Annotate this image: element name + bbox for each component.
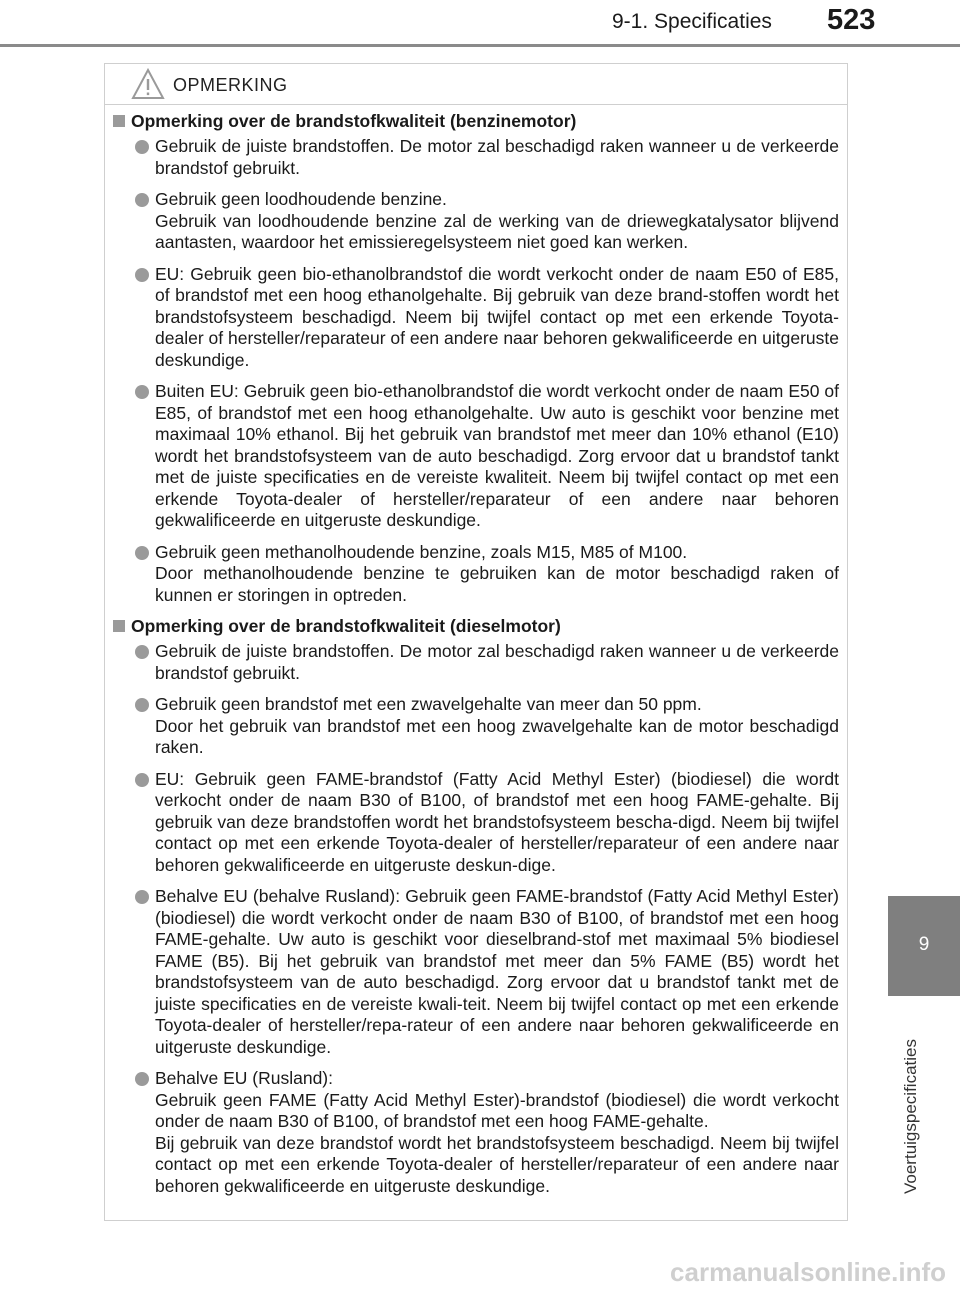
round-bullet-icon (135, 546, 149, 560)
list-item (111, 694, 839, 759)
round-bullet-icon (135, 698, 149, 712)
notice-header (105, 64, 847, 105)
section-heading (111, 616, 839, 637)
square-bullet-icon (113, 115, 125, 127)
list-item (111, 264, 839, 372)
list-item-text: Door methanolhoudende benzine te gebruiken kan de motor beschadigd raken of kunnen er storingen in optreden. (155, 563, 839, 605)
notice-body (105, 105, 847, 1197)
list-item (111, 542, 839, 607)
list-item-text: Bij gebruik van deze brandstof wordt het brandstofsysteem beschadigd. Neem bij twijfel contact op met een erkende Toyota-dealer of hersteller/reparateur of een andere naar behoren gekwalificeerde en uitgeruste deskundige. (155, 1132, 839, 1196)
round-bullet-icon (135, 773, 149, 787)
list-item-text: Gebruik geen brandstof met een zwavelgehalte van meer dan 50 ppm. (155, 694, 702, 714)
round-bullet-icon (135, 645, 149, 659)
list-item (111, 136, 839, 179)
list-item-text: Gebruik geen methanolhoudende benzine, zoals M15, M85 of M100. (155, 541, 688, 562)
page-number: 523 (827, 4, 876, 36)
list-item (111, 641, 839, 684)
list-item (111, 886, 839, 1058)
section-heading-text: Opmerking over de brandstofkwaliteit (benzinemotor) (131, 111, 577, 131)
list-item (111, 189, 839, 254)
square-bullet-icon (113, 620, 125, 632)
list-item (111, 769, 839, 877)
chapter-label: Voertuigspecificaties (901, 1039, 920, 1194)
header-rule (0, 44, 960, 47)
round-bullet-icon (135, 385, 149, 399)
list-item-text: Door het gebruik van brandstof met een hoog zwavelgehalte kan de motor beschadigd raken. (155, 715, 839, 757)
watermark: carmanualsonline.info (670, 1257, 946, 1287)
list-item (111, 381, 839, 532)
list-item-text: EU: Gebruik geen FAME-brandstof (Fatty Acid Methyl Ester) (biodiesel) die wordt verkocht onder de naam B30 of B100, of brandstof met een hoog FAME-gehalte. Bij gebruik van deze brandstoffen wordt het brandstofsysteem bescha-digd. Neem bij twijfel contact op met een erkende Toyota-dealer of hersteller/reparateur of een andere naar behoren gekwalificeerde en uitgeruste deskun-dige. (155, 768, 839, 875)
list-item-text: Gebruik de juiste brandstoffen. De motor zal beschadigd raken wanneer u de verkeerde brandstof gebruikt. (155, 136, 839, 178)
list-item-text: Gebruik de juiste brandstoffen. De motor zal beschadigd raken wanneer u de verkeerde brandstof gebruikt. (155, 641, 839, 683)
warning-triangle-icon (131, 68, 165, 105)
chapter-tab[interactable] (888, 896, 960, 996)
section-heading (111, 111, 839, 132)
round-bullet-icon (135, 890, 149, 904)
section-title: 9-1. Specificaties (612, 10, 772, 33)
list-item (111, 1068, 839, 1197)
round-bullet-icon (135, 140, 149, 154)
round-bullet-icon (135, 1072, 149, 1086)
list-item-text: Behalve EU (behalve Rusland): Gebruik geen FAME-brandstof (Fatty Acid Methyl Ester) (biodiesel) die wordt verkocht onder de naam B30 of B100, of brandstof met een hoog FAME-gehalte. Uw auto is geschikt voor dieselbrand-stof met maximaal 5% biodiesel FAME (B5). Bij het gebruik van brandstof met meer dan 5% FAME (B5) wordt het brandstofsysteem van de auto beschadigd. Zorg ervoor dat u brandstof tankt met de juiste specificaties en de vereiste kwali-teit. Neem bij twijfel contact op met een erkende Toyota-dealer of hersteller/repa-rateur of een andere naar behoren gekwalificeerde en uitgeruste deskundige. (155, 886, 839, 1057)
list-item-text: EU: Gebruik geen bio-ethanolbrandstof die wordt verkocht onder de naam E50 of E85, of brandstof met een hoog ethanolgehalte. Bij gebruik van deze brand-stoffen wordt het brandstofsysteem beschadigd. Neem bij twijfel contact op met een erkende Toyota-dealer of hersteller/reparateur of een andere naar behoren gekwalificeerde en uitgeruste deskundige. (155, 263, 839, 370)
list-item-text: Behalve EU (Rusland): (155, 1068, 333, 1088)
notice-box (104, 63, 848, 1221)
section-heading-text: Opmerking over de brandstofkwaliteit (dieselmotor) (131, 616, 561, 636)
list-item-text: Gebruik geen FAME (Fatty Acid Methyl Ester)-brandstof (biodiesel) die wordt verkocht onder de naam B30 of B100, of brandstof met een hoog FAME-gehalte. (155, 1089, 839, 1131)
notice-title: OPMERKING (173, 75, 288, 95)
list-item-text: Buiten EU: Gebruik geen bio-ethanolbrandstof die wordt verkocht onder de naam E50 of E85, of brandstof met een hoog ethanolgehalte. Uw auto is geschikt voor benzine met maximaal 10% ethanol. Bij het gebruik van brandstof met meer dan 10% ethanol (E10) wordt het brandstofsysteem van de auto beschadigd. Zorg ervoor dat u brandstof tankt met de juiste specificaties en de vereiste kwaliteit. Neem bij twijfel contact op met een erkende Toyota-dealer of hersteller/reparateur of een andere naar behoren gekwalificeerde en uitgeruste deskundige. (155, 381, 839, 530)
chapter-label-wrap (895, 1010, 935, 1210)
round-bullet-icon (135, 193, 149, 207)
chapter-number: 9 (918, 934, 930, 955)
list-item-text: Gebruik van loodhoudende benzine zal de werking van de driewegkatalysator blijvend aantasten, waardoor het emissieregelsysteem niet goed kan werken. (155, 210, 839, 252)
list-item-text: Gebruik geen loodhoudende benzine. (155, 189, 447, 209)
round-bullet-icon (135, 268, 149, 282)
